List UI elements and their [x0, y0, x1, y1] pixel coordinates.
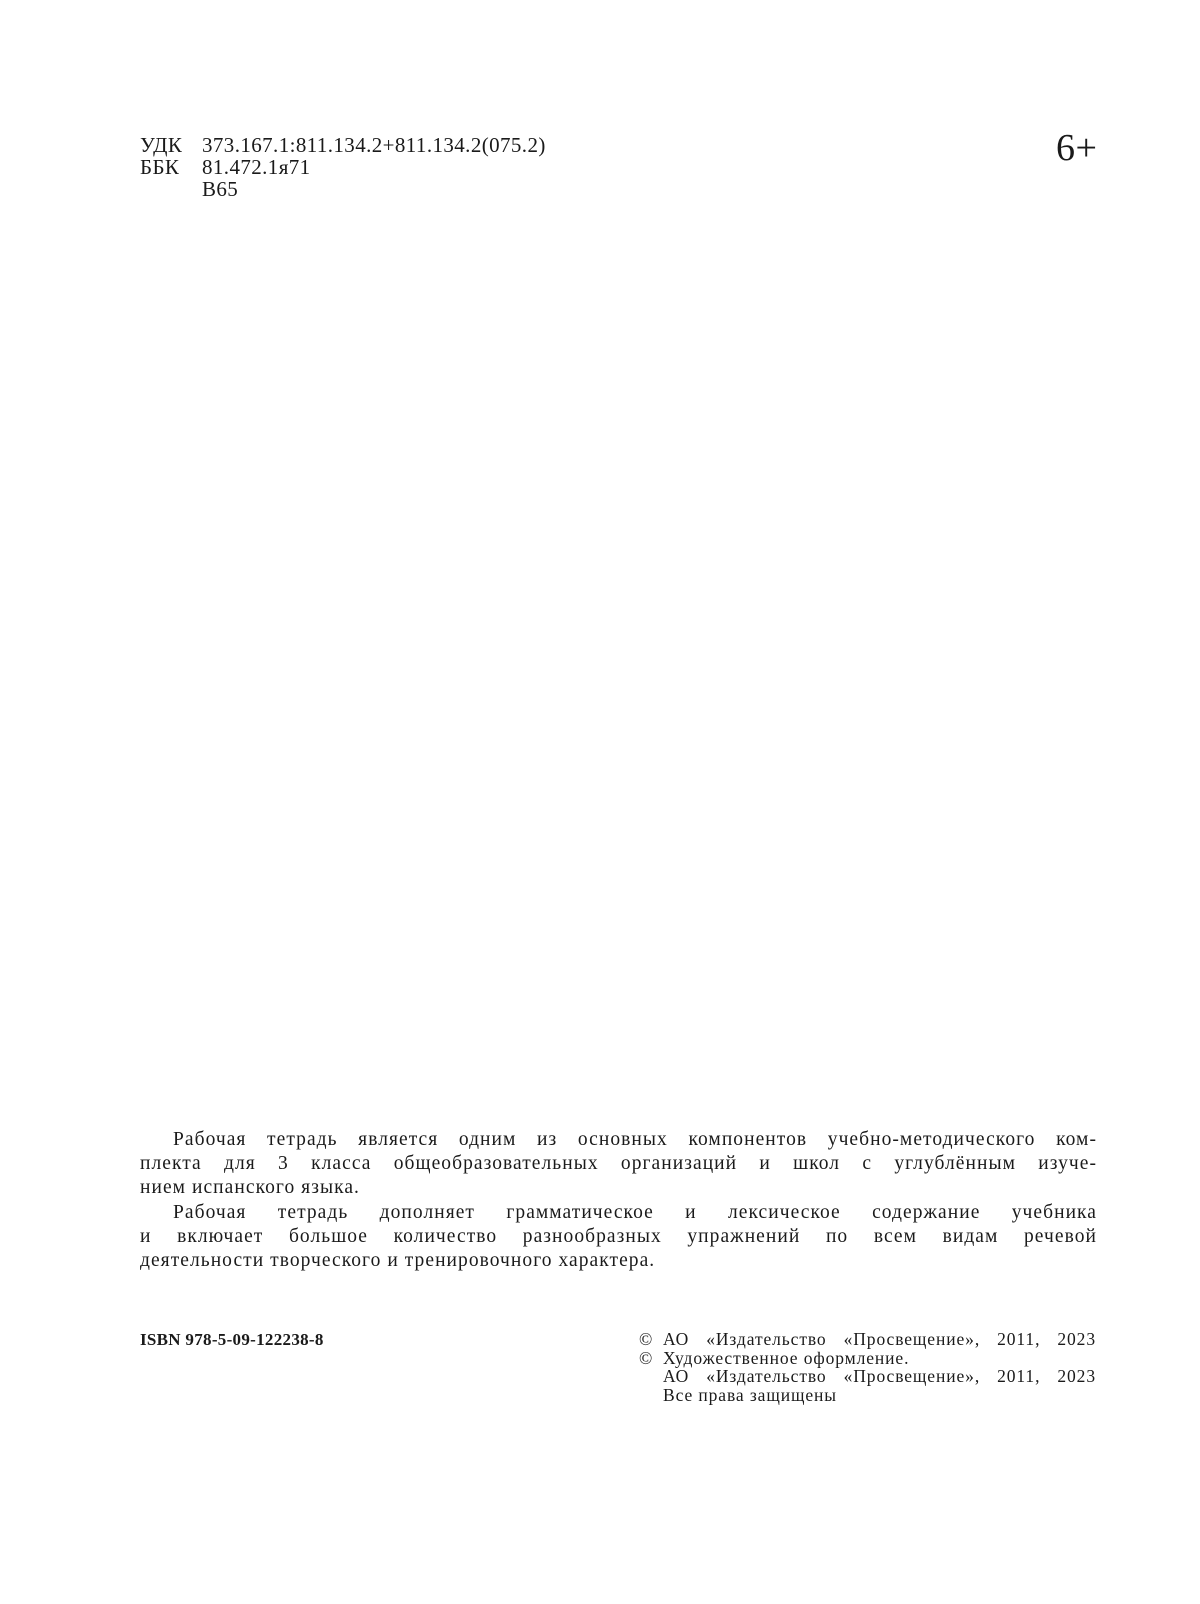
copyright-line-2 — [639, 1349, 1096, 1368]
age-rating: 6+ — [1056, 127, 1098, 169]
bibliographic-index — [140, 134, 546, 200]
annotation-paragraph-2 — [140, 1201, 1097, 1274]
copyright-sign-icon: © — [639, 1329, 654, 1349]
annotation-p2-line2: и включает большое количество разнообразных упражнений по всем видам речевой — [140, 1225, 1097, 1247]
copyright-block — [639, 1330, 1096, 1404]
copyright-publisher-art: АО «Издательство «Просвещение», 2011, 2023 — [663, 1366, 1096, 1387]
copyright-sign-icon: © — [639, 1347, 654, 1368]
udk-value: 373.167.1:811.134.2+811.134.2(075.2) — [202, 133, 546, 157]
annotation — [140, 1128, 1097, 1273]
annotation-p1-line3: нием испанского языка. — [140, 1177, 360, 1199]
copyright-art-design: Художественное оформление. — [663, 1347, 910, 1368]
author-mark-row — [140, 178, 546, 200]
bbk-label: ББК — [140, 155, 180, 179]
copyright-line-3 — [639, 1367, 1096, 1386]
copyright-publisher: АО «Издательство «Просвещение», 2011, 2023 — [663, 1329, 1096, 1349]
udk-label: УДК — [140, 133, 183, 157]
copyright-line-1 — [639, 1330, 1096, 1349]
author-mark: В65 — [202, 177, 239, 201]
udk-row — [140, 134, 546, 156]
annotation-p1-line1: Рабочая тетрадь является одним из основных компонентов учебно-методического ком- — [173, 1129, 1097, 1150]
bbk-row — [140, 156, 546, 178]
annotation-paragraph-1 — [140, 1128, 1097, 1201]
annotation-p1-line2: плекта для 3 класса общеобразовательных организаций и школ с углублённым изуче- — [140, 1153, 1097, 1175]
annotation-p2-line1: Рабочая тетрадь дополняет грамматическое и лексическое содержание учебника — [173, 1201, 1097, 1223]
annotation-p2-line3: деятельности творческого и тренировочного характера. — [140, 1250, 656, 1272]
bbk-value: 81.472.1я71 — [202, 155, 311, 179]
isbn: ISBN 978-5-09-122238-8 — [140, 1330, 324, 1349]
all-rights-reserved: Все права защищены — [663, 1384, 837, 1405]
copyright-line-4 — [639, 1386, 1096, 1405]
